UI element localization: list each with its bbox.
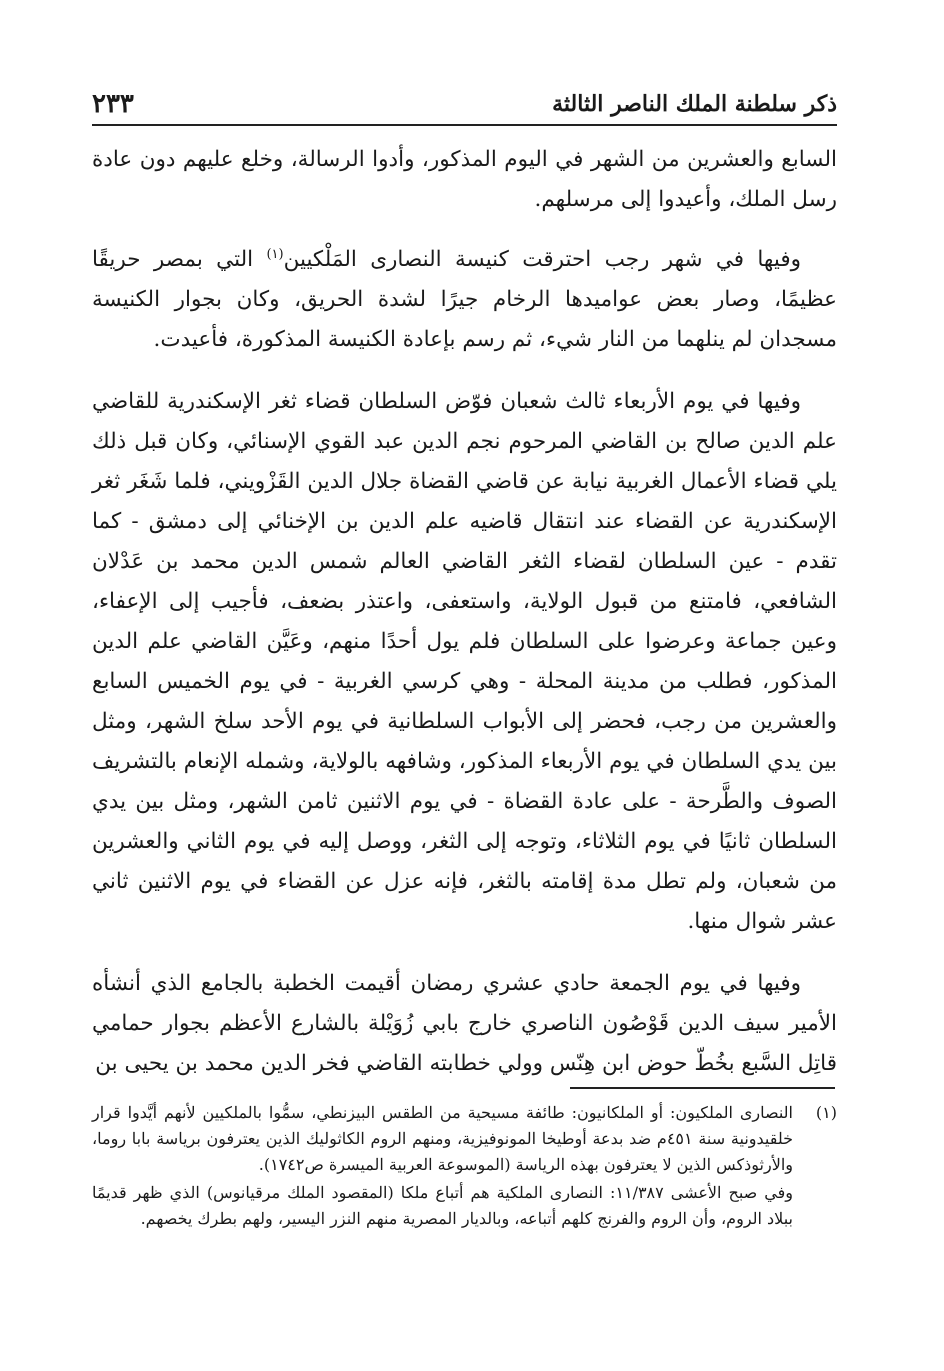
- footnotes: [92, 1100, 837, 1234]
- paragraph-2-text-b: التي بمصر حريقًا عظيمًا، وصار بعض عواميدها الرخام جيرًا لشدة الحريق، وكان بجوار الكنيسة مسجدان لم ينلهما من النار شيء، ثم رسم بإعادة الكنيسة المذكورة، فأعيدت.: [92, 247, 837, 352]
- footnote-paragraph-2: وفي صبح الأعشى ١١/٣٨٧: النصارى الملكية هم أتباع ملكا (المقصود الملك مرقيانوس) الذي ظهر قديمًا ببلاد الروم، وأن الروم والفرنج كلهم أتباعه، وبالديار المصرية منهم النزر اليسير، ولهم بطرك يخصهم.: [92, 1183, 794, 1228]
- page-number: ٢٣٣: [92, 89, 134, 119]
- footnote-paragraph-1: النصارى الملكيون: أو الملكانيون: طائفة مسيحية من الطقس البيزنطي، سمُّوا بالملكيين لأنهم أيَّدوا قرار خلقيدونية سنة ٤٥١م ضد بدعة أوطيخا المونوفيزية، ومنهم الروم الكاثوليك الذين يعترفون برياسة بابا روما، والأرثوذكس الذين لا يعترفون بهذه الرياسة (الموسوعة العربية الميسرة ص١٧٤٢).: [92, 1103, 794, 1174]
- footnote-body: [92, 1100, 793, 1234]
- footnote-1: [92, 1100, 837, 1234]
- footnote-marker: (١): [815, 1103, 837, 1122]
- paragraph-2: [92, 240, 837, 360]
- paragraph-1: السابع والعشرين من الشهر في اليوم المذكور، وأدوا الرسالة، وخلع عليهم دون عادة رسل الملك، وأعيدوا إلى مرسلهم.: [92, 147, 837, 212]
- footnote-reference[interactable]: (١): [266, 246, 284, 262]
- running-title: ذكر سلطنة الملك الناصر الثالثة: [552, 91, 837, 117]
- footnote-separator: [570, 1087, 835, 1089]
- paragraph-2-text-a: وفيها في شهر رجب احترقت كنيسة النصارى المَلْكيين: [283, 247, 801, 272]
- paragraph-4: وفيها في يوم الجمعة حادي عشري رمضان أقيمت الخطبة بالجامع الذي أنشأه الأمير سيف الدين قَوْصُون الناصري خارج بابي زُوَيْلة بالشارع الأعظم بجوار حمامي قاتِل السَّبع بخُطّ حوض ابن هِنّس وولي خطابته القاضي فخر الدين محمد بن يحيى بن: [92, 971, 837, 1076]
- header-rule: [92, 124, 837, 126]
- paragraph-3: وفيها في يوم الأربعاء ثالث شعبان فوّض السلطان قضاء ثغر الإسكندرية للقاضي علم الدين صالح بن القاضي المرحوم نجم الدين عبد القوي الإسنائي، وكان قبل ذلك يلي قضاء الأعمال الغربية نيابة عن قاضي القضاة جلال الدين القَزْويني، فلما شَغَر ثغر الإسكندرية عن القضاء عند انتقال قاضيه علم الدين بن الإخنائي إلى دمشق - كما تقدم - عين السلطان لقضاء الثغر القاضي العالم شمس الدين محمد بن عَدْلان الشافعي، فامتنع من قبول الولاية، واستعفى، واعتذر بضعف، فأجيب إلى الإعفاء، وعين جماعة وعرضوا على السلطان فلم يول أحدًا منهم، وعَيَّن القاضي علم الدين المذكور، فطلب من مدينة المحلة - وهي كرسي الغربية - في يوم الخميس السابع والعشرين من رجب، فحضر إلى الأبواب السلطانية في يوم الأحد سلخ الشهر، ومثل بين يدي السلطان في يوم الأربعاء المذكور، وشافهه بالولاية، وشمله الإنعام بالتشريف الصوف والطَّرحة - على عادة القضاة - في يوم الاثنين ثامن الشهر، ومثل بين يدي السلطان ثانيًا في يوم الثلاثاء، وتوجه إلى الثغر، ووصل إليه في يوم الثاني والعشرين من شعبان، ولم تطل مدة إقامته بالثغر، فإنه عزل عن القضاء في يوم الاثنين ثاني عشر شوال منها.: [92, 389, 837, 934]
- main-text: [92, 140, 837, 1106]
- page-header: [92, 82, 837, 118]
